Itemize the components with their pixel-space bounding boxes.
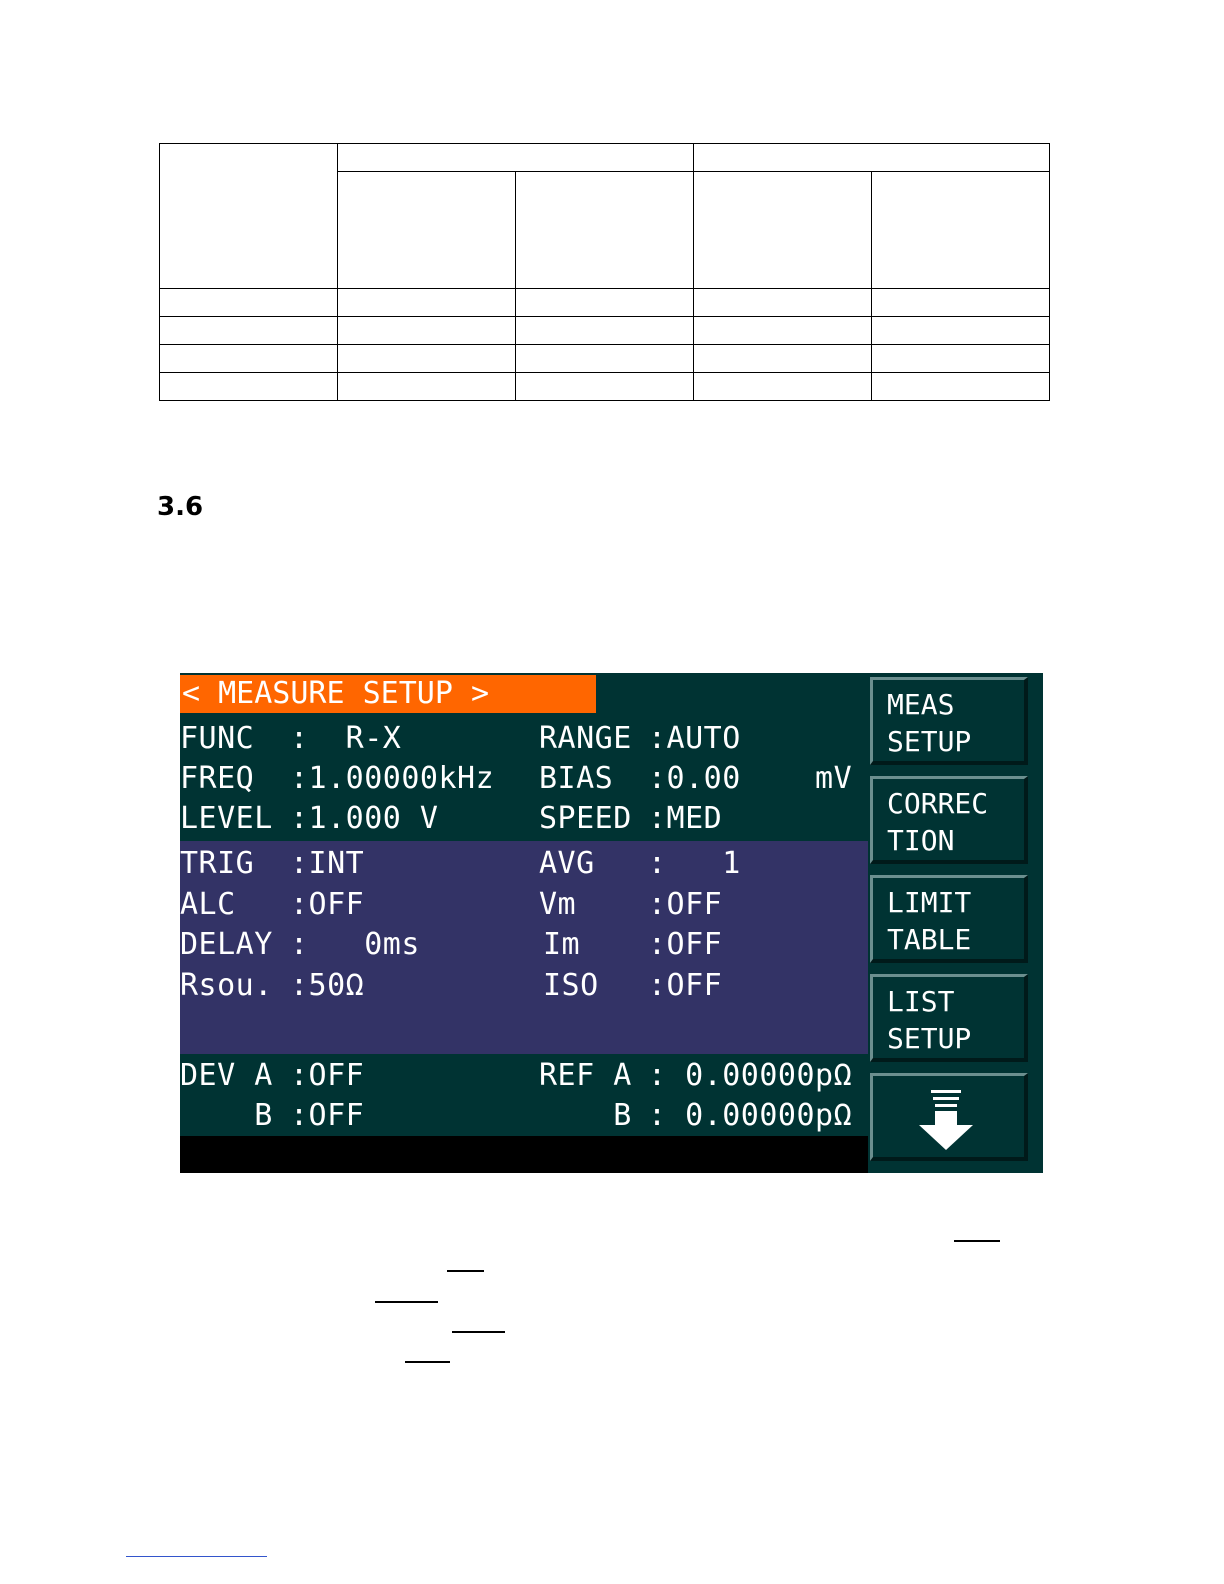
table-header-cell (694, 144, 1050, 172)
dev-b-value[interactable]: :OFF (290, 1098, 365, 1133)
screen-title: < MEASURE SETUP > (180, 675, 596, 713)
table-row (160, 317, 1050, 345)
section-number: 3.6 (157, 492, 204, 522)
underline-mark (375, 1301, 438, 1303)
dev-a-label: DEV A (180, 1058, 273, 1093)
func-label: FUNC (180, 721, 255, 756)
range-value[interactable]: :AUTO (648, 721, 741, 756)
blank-spec-table (159, 143, 1050, 401)
speed-label: SPEED (539, 801, 632, 836)
table-subheader-cell (694, 172, 872, 289)
advanced-settings-panel (180, 841, 868, 1054)
alc-label: ALC (180, 887, 236, 922)
softkey-label: SETUP (887, 725, 972, 758)
limit-table-softkey[interactable] (870, 875, 1028, 963)
softkey-label: SETUP (887, 1022, 972, 1055)
list-setup-softkey[interactable] (870, 974, 1028, 1062)
ref-a-label: REF A (539, 1058, 632, 1093)
down-arrow-icon (913, 1088, 979, 1154)
bias-value[interactable]: :0.00 mV (648, 761, 853, 796)
table-row (160, 289, 1050, 317)
alc-value[interactable]: :OFF (290, 887, 365, 922)
footer-link-underline (126, 1556, 267, 1557)
im-value[interactable]: :OFF (648, 927, 723, 962)
measure-setup-screen (180, 673, 1043, 1173)
softkey-label: TION (887, 824, 955, 857)
underline-mark (452, 1331, 505, 1333)
trig-label: TRIG (180, 846, 255, 881)
softkey-label: TABLE (887, 923, 972, 956)
rsou-label: Rsou. (180, 968, 273, 1003)
speed-value[interactable]: :MED (648, 801, 723, 836)
dev-b-label: B (180, 1098, 273, 1133)
avg-value[interactable]: : 1 (648, 846, 741, 881)
table-subheader-cell (872, 172, 1050, 289)
basic-settings-panel (180, 717, 868, 841)
underline-mark (954, 1240, 1000, 1242)
level-label: LEVEL (180, 801, 273, 836)
bias-label: BIAS (539, 761, 614, 796)
meas-setup-softkey[interactable] (870, 677, 1028, 765)
trig-value[interactable]: :INT (290, 846, 365, 881)
avg-label: AVG (539, 846, 595, 881)
rsou-value[interactable]: :50Ω (290, 968, 365, 1003)
underline-mark (447, 1270, 484, 1272)
freq-value[interactable]: :1.00000kHz (290, 761, 495, 796)
delay-value[interactable]: : 0ms (290, 927, 420, 962)
softkey-label: MEAS (887, 688, 955, 721)
table-header-cell (338, 144, 694, 172)
iso-value[interactable]: :OFF (648, 968, 723, 1003)
iso-label: ISO (543, 968, 599, 1003)
table-row (160, 373, 1050, 401)
softkey-label: CORREC (887, 787, 989, 820)
vm-value[interactable]: :OFF (648, 887, 723, 922)
deviation-panel (180, 1054, 868, 1136)
freq-label: FREQ (180, 761, 255, 796)
vm-label: Vm (539, 887, 577, 922)
softkey-column (868, 673, 1043, 1173)
im-label: Im (543, 927, 581, 962)
ref-b-value[interactable]: : 0.00000pΩ (648, 1098, 853, 1133)
ref-b-label: B (539, 1098, 632, 1133)
level-value[interactable]: :1.000 V (290, 801, 439, 836)
softkey-label: LIST (887, 985, 955, 1018)
table-subheader-cell (338, 172, 516, 289)
delay-label: DELAY (180, 927, 273, 962)
more-softkey[interactable] (870, 1073, 1028, 1161)
table-subheader-cell (516, 172, 694, 289)
dev-a-value[interactable]: :OFF (290, 1058, 365, 1093)
softkey-label: LIMIT (887, 886, 972, 919)
status-bar (180, 1136, 868, 1173)
correction-softkey[interactable] (870, 776, 1028, 864)
underline-mark (405, 1361, 450, 1363)
ref-a-value[interactable]: : 0.00000pΩ (648, 1058, 853, 1093)
range-label: RANGE (539, 721, 632, 756)
table-header-cell (160, 144, 338, 289)
func-value[interactable]: : R-X (290, 721, 402, 756)
table-row (160, 345, 1050, 373)
